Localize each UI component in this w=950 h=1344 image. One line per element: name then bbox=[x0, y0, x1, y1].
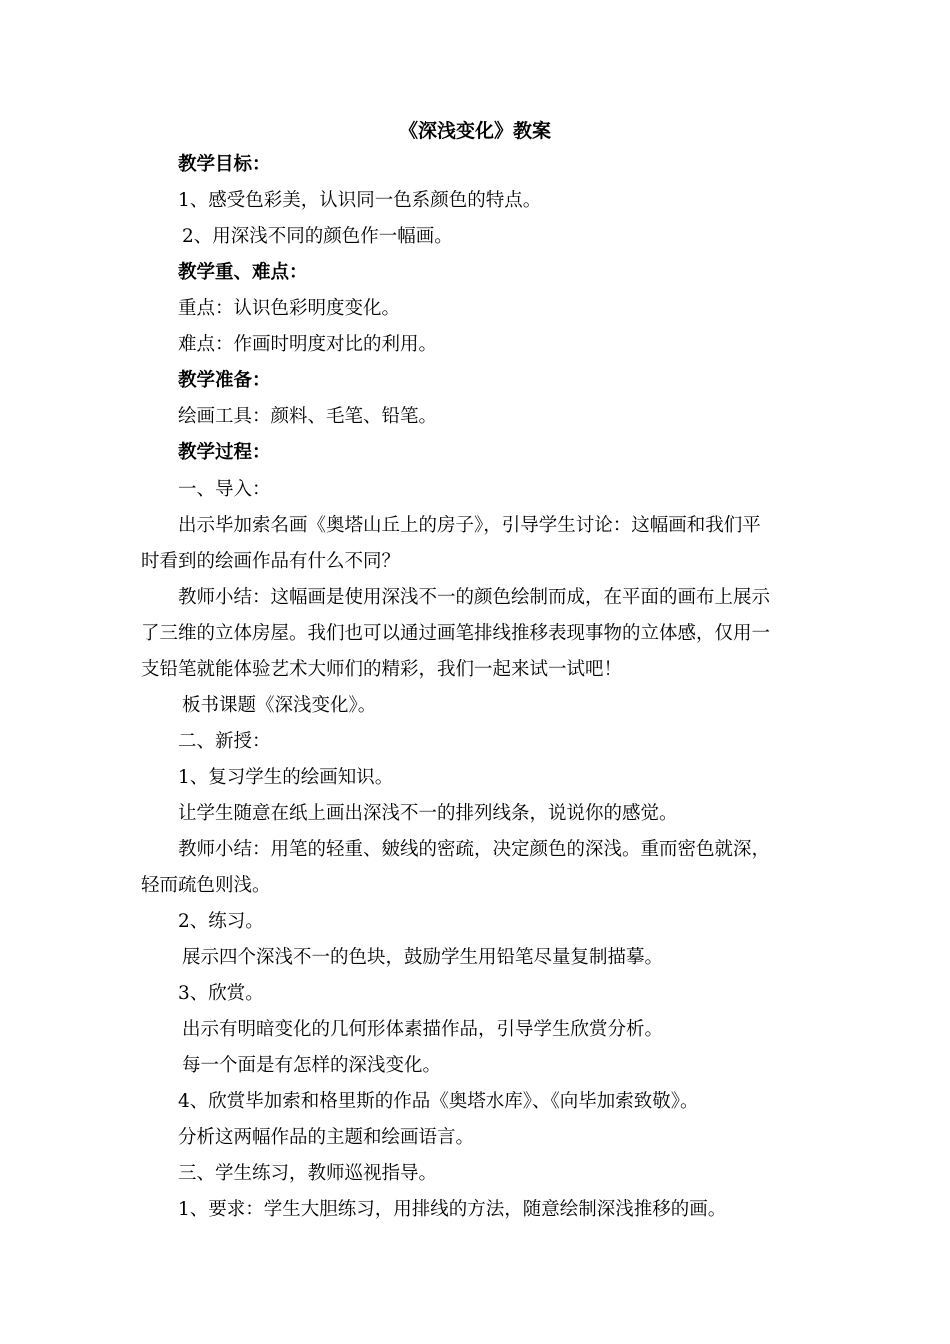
section-heading: 三、学生练习，教师巡视指导。 bbox=[178, 1163, 438, 1184]
heading-key-points: 教学重、难点： bbox=[178, 262, 308, 283]
paragraph-line: 重点：认识色彩明度变化。 bbox=[178, 298, 401, 319]
paragraph-line: 板书课题《深浅变化》。 bbox=[182, 695, 377, 716]
paragraph-line: 轻而疏色则浅。 bbox=[141, 875, 271, 896]
paragraph-line: 1、要求：学生大胆练习，用排线的方法，随意绘制深浅推移的画。 bbox=[178, 1199, 727, 1220]
paragraph-line: 2、用深浅不同的颜色作一幅画。 bbox=[182, 226, 453, 247]
paragraph-line: 出示毕加索名画《奥塔山丘上的房子》，引导学生讨论：这幅画和我们平 bbox=[178, 515, 761, 536]
paragraph-line: 3、欣赏。 bbox=[178, 983, 264, 1004]
paragraph-line: 1、复习学生的绘画知识。 bbox=[178, 767, 394, 788]
section-heading: 一、导入： bbox=[178, 479, 271, 500]
paragraph-line: 1、感受色彩美，认识同一色系颜色的特点。 bbox=[178, 190, 542, 211]
paragraph-line: 每一个面是有怎样的深浅变化。 bbox=[182, 1055, 442, 1076]
heading-teaching-objectives: 教学目标： bbox=[178, 154, 271, 175]
paragraph-line: 出示有明暗变化的几何形体素描作品，引导学生欣赏分析。 bbox=[182, 1019, 664, 1040]
document-title: 《深浅变化》教案 bbox=[398, 120, 551, 142]
paragraph-line: 教师小结：用笔的轻重、皴线的密疏，决定颜色的深浅。重而密色就深， bbox=[178, 839, 771, 860]
paragraph-line: 让学生随意在纸上画出深浅不一的排列线条，说说你的感觉。 bbox=[178, 803, 678, 824]
paragraph-line: 展示四个深浅不一的色块，鼓励学生用铅笔尽量复制描摹。 bbox=[182, 947, 664, 968]
paragraph-line: 时看到的绘画作品有什么不同？ bbox=[141, 551, 401, 572]
paragraph-line: 绘画工具：颜料、毛笔、铅笔。 bbox=[178, 406, 438, 427]
paragraph-line: 教师小结：这幅画是使用深浅不一的颜色绘制而成，在平面的画布上展示 bbox=[178, 587, 771, 608]
paragraph-line: 支铅笔就能体验艺术大师们的精彩，我们一起来试一试吧！ bbox=[141, 659, 623, 680]
section-heading: 二、新授： bbox=[178, 731, 271, 752]
paragraph-line: 分析这两幅作品的主题和绘画语言。 bbox=[178, 1127, 475, 1148]
paragraph-line: 难点：作画时明度对比的利用。 bbox=[178, 334, 438, 355]
heading-process: 教学过程： bbox=[178, 442, 271, 463]
paragraph-line: 2、练习。 bbox=[178, 911, 264, 932]
heading-preparation: 教学准备： bbox=[178, 370, 271, 391]
paragraph-line: 4、欣赏毕加索和格里斯的作品《奥塔水库》、《向毕加索致敬》。 bbox=[178, 1091, 699, 1112]
paragraph-line: 了三维的立体房屋。我们也可以通过画笔排线推移表现事物的立体感，仅用一 bbox=[141, 623, 771, 644]
